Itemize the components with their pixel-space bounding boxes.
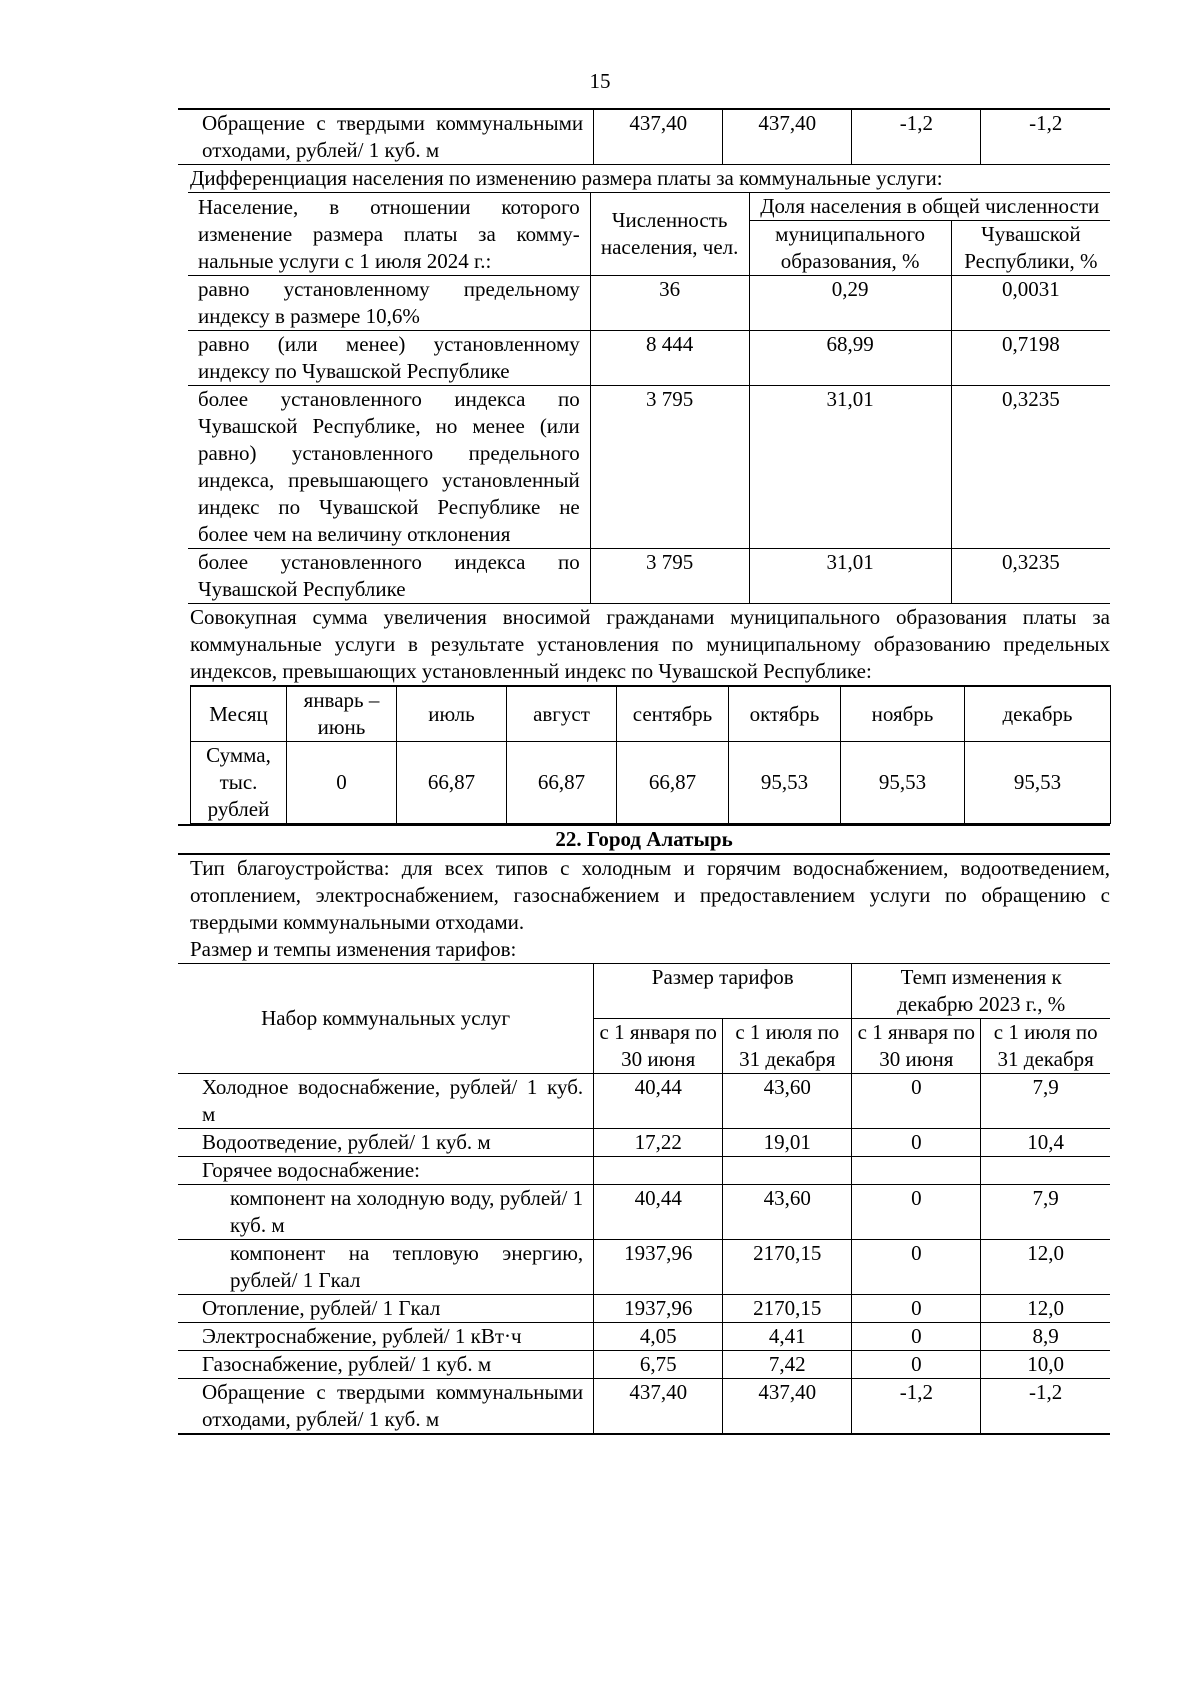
row-municipal: 31,01: [749, 386, 951, 549]
value-cell: 43,60: [723, 1185, 852, 1240]
value-cell: 17,22: [594, 1129, 723, 1157]
table-header-row: [188, 193, 1110, 221]
value-cell: 43,60: [723, 1074, 852, 1129]
table-row: [178, 1295, 1110, 1323]
value-cell: -1,2: [981, 109, 1110, 165]
value-cell: 7,42: [723, 1351, 852, 1379]
value-cell: 437,40: [594, 109, 723, 165]
tariff-table: [178, 963, 1110, 1435]
table-row: [178, 1240, 1110, 1295]
header-rate: Темп изменения к декабрю 2023 г., %: [852, 964, 1110, 1019]
monthly-sum-table: [190, 685, 1111, 824]
header-period: с 1 января по 30 июня: [594, 1019, 723, 1074]
table-row: [178, 1185, 1110, 1240]
table-row: [188, 386, 1110, 549]
row-label: более установленного индекса по Чувашской Республике, но менее (или равно) установленного предельного индекса, превышающего установленный индекс по Чувашской Республике не более чем на величину отклонения: [188, 386, 590, 549]
header-period: с 1 января по 30 июня: [852, 1019, 981, 1074]
value-cell: 1937,96: [594, 1295, 723, 1323]
value-cell: 12,0: [981, 1295, 1110, 1323]
service-label: Водоотведение, рублей/ 1 куб. м: [178, 1129, 594, 1157]
row-count: 8 444: [590, 331, 749, 386]
table-row: [191, 742, 1111, 824]
value-cell: [852, 1157, 981, 1185]
header-size: Размер тарифов: [594, 964, 852, 1019]
table-row: [178, 1129, 1110, 1157]
diff-title: Дифференциация населения по изменению размера платы за коммунальные услуги:: [190, 166, 943, 190]
value-cell: 7,9: [981, 1074, 1110, 1129]
service-label: Отопление, рублей/ 1 Гкал: [178, 1295, 594, 1323]
header-municipal: муниципального образования, %: [749, 221, 951, 276]
service-label: Газоснабжение, рублей/ 1 куб. м: [178, 1351, 594, 1379]
row-municipal: 0,29: [749, 276, 951, 331]
sum-value: 66,87: [507, 742, 617, 824]
value-cell: 0: [852, 1351, 981, 1379]
value-cell: 437,40: [723, 109, 852, 165]
value-cell: 10,0: [981, 1351, 1110, 1379]
table-header-row: [178, 964, 1110, 1019]
row-republic: 0,0031: [951, 276, 1110, 331]
header-set: Набор коммунальных услуг: [178, 964, 594, 1074]
type-paragraph: Тип благоустройства: для всех типов с холодным и горячим водоснабжением, водоотведением, отоплением, электроснабжением, газоснабжением и предоставлением услуги по обращению с твердыми коммунальными отходами.: [190, 856, 1110, 934]
sum-value: 95,53: [729, 742, 841, 824]
value-cell: 19,01: [723, 1129, 852, 1157]
sum-value: 66,87: [617, 742, 729, 824]
document-body: [190, 108, 1110, 1435]
table-row: [178, 1351, 1110, 1379]
table-row: [178, 1074, 1110, 1129]
sum-value: 66,87: [397, 742, 507, 824]
value-cell: -1,2: [852, 109, 981, 165]
tariff-table-continued: [178, 108, 1110, 165]
row-label: равно установленному предельному индексу в размере 10,6%: [188, 276, 590, 331]
value-cell: 0: [852, 1323, 981, 1351]
value-cell: 0: [852, 1129, 981, 1157]
section-title: 22. Город Алатырь: [178, 824, 1110, 855]
value-cell: 437,40: [594, 1379, 723, 1435]
value-cell: 7,9: [981, 1185, 1110, 1240]
row-municipal: 31,01: [749, 549, 951, 604]
value-cell: 0: [852, 1185, 981, 1240]
header-period: с 1 июля по 31 декабря: [723, 1019, 852, 1074]
value-cell: 0: [852, 1240, 981, 1295]
month-label: декабрь: [965, 686, 1111, 742]
service-label: Обращение с твердыми коммунальными отходами, рублей/ 1 куб. м: [178, 109, 594, 165]
row-label: более установленного индекса по Чувашской Республике: [188, 549, 590, 604]
header-republic: Чувашской Республики, %: [951, 221, 1110, 276]
month-label: август: [507, 686, 617, 742]
table-row: [178, 109, 1110, 165]
table-row: [178, 1157, 1110, 1185]
header-population: Население, в отношении которого изменение размера платы за коммунальные услуги с 1 июля 2024 г.:: [188, 193, 590, 276]
value-cell: 8,9: [981, 1323, 1110, 1351]
sum-value: 95,53: [841, 742, 965, 824]
row-count: 3 795: [590, 386, 749, 549]
service-label: Обращение с твердыми коммунальными отходами, рублей/ 1 куб. м: [178, 1379, 594, 1435]
service-label: Электроснабжение, рублей/ 1 кВт·ч: [178, 1323, 594, 1351]
table-row: [188, 276, 1110, 331]
month-label: сентябрь: [617, 686, 729, 742]
value-cell: 2170,15: [723, 1295, 852, 1323]
value-cell: 10,4: [981, 1129, 1110, 1157]
month-label: июль: [397, 686, 507, 742]
value-cell: 4,05: [594, 1323, 723, 1351]
value-cell: 0: [852, 1295, 981, 1323]
row-republic: 0,7198: [951, 331, 1110, 386]
row-republic: 0,3235: [951, 386, 1110, 549]
service-label: Горячее водоснабжение:: [178, 1157, 594, 1185]
row-republic: 0,3235: [951, 549, 1110, 604]
month-label: ноябрь: [841, 686, 965, 742]
header-sum: Сумма, тыс. рублей: [191, 742, 287, 824]
tariff-title: Размер и темпы изменения тарифов:: [190, 937, 517, 961]
value-cell: [981, 1157, 1110, 1185]
service-label: компонент на тепловую энергию, рублей/ 1 Гкал: [178, 1240, 594, 1295]
value-cell: 40,44: [594, 1074, 723, 1129]
value-cell: [594, 1157, 723, 1185]
row-count: 36: [590, 276, 749, 331]
service-label: компонент на холодную воду, рублей/ 1 куб. м: [178, 1185, 594, 1240]
value-cell: 12,0: [981, 1240, 1110, 1295]
value-cell: -1,2: [981, 1379, 1110, 1435]
header-month: Месяц: [191, 686, 287, 742]
table-header-row: [191, 686, 1111, 742]
row-municipal: 68,99: [749, 331, 951, 386]
value-cell: 6,75: [594, 1351, 723, 1379]
row-label: равно (или менее) установленному индексу по Чувашской Республике: [188, 331, 590, 386]
month-label: январь – июнь: [287, 686, 397, 742]
value-cell: 40,44: [594, 1185, 723, 1240]
row-count: 3 795: [590, 549, 749, 604]
table-row: [188, 331, 1110, 386]
value-cell: 1937,96: [594, 1240, 723, 1295]
sum-value: 95,53: [965, 742, 1111, 824]
sum-value: 0: [287, 742, 397, 824]
differentiation-table: [188, 192, 1110, 604]
value-cell: -1,2: [852, 1379, 981, 1435]
value-cell: [723, 1157, 852, 1185]
header-share: Доля населения в общей численности: [749, 193, 1110, 221]
header-period: с 1 июля по 31 декабря: [981, 1019, 1110, 1074]
page-number: 15: [589, 69, 611, 93]
service-label: Холодное водоснабжение, рублей/ 1 куб. м: [178, 1074, 594, 1129]
value-cell: 0: [852, 1074, 981, 1129]
table-row: [178, 1379, 1110, 1435]
header-count: Численность населения, чел.: [590, 193, 749, 276]
value-cell: 437,40: [723, 1379, 852, 1435]
value-cell: 4,41: [723, 1323, 852, 1351]
value-cell: 2170,15: [723, 1240, 852, 1295]
table-row: [188, 549, 1110, 604]
table-row: [178, 1323, 1110, 1351]
month-label: октябрь: [729, 686, 841, 742]
sum-paragraph: Совокупная сумма увеличения вносимой гражданами муниципального образования платы за коммунальные услуги в результате установления по муниципальному образованию предельных индексов, превышающих установленный индекс по Чувашской Республике:: [190, 605, 1110, 683]
